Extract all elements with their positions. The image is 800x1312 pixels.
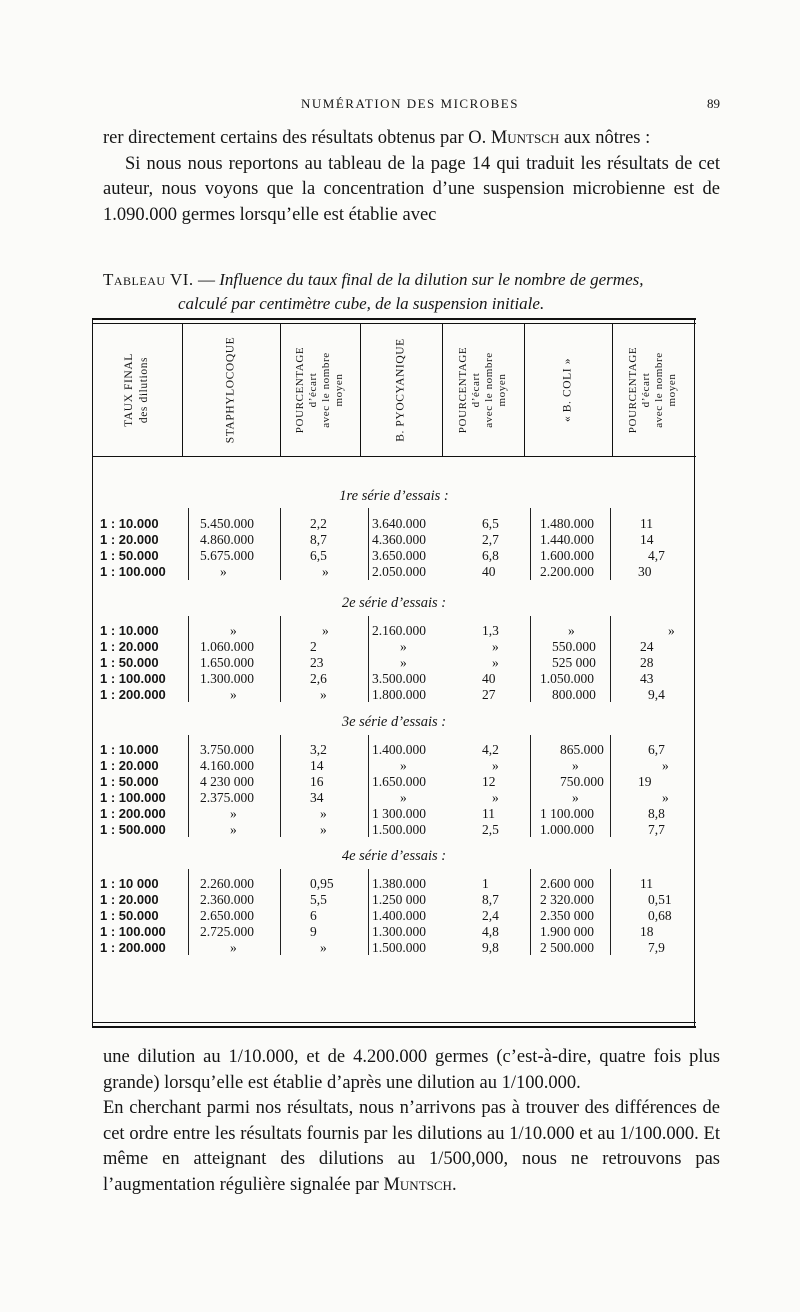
cell-staphylocoque: » bbox=[230, 806, 237, 821]
cell-coli: 1.600.000 bbox=[540, 548, 594, 563]
cell-pct-pyo: 4,2 bbox=[482, 742, 499, 757]
column-rule bbox=[188, 869, 189, 955]
cell-pct-pyo: » bbox=[492, 758, 499, 773]
cell-coli: 1.480.000 bbox=[540, 516, 594, 531]
cell-pct-staph: 3,2 bbox=[310, 742, 327, 757]
column-rule bbox=[368, 508, 369, 580]
cell-pct-coli: » bbox=[668, 623, 675, 638]
cell-dilution: 1 : 200.000 bbox=[100, 806, 166, 821]
caption-text-2: calculé par centimètre cube, de la suspension initiale. bbox=[178, 294, 545, 313]
cell-dilution: 1 : 100.000 bbox=[100, 564, 166, 579]
cell-pct-pyo: 2,7 bbox=[482, 532, 499, 547]
table-row bbox=[92, 774, 696, 789]
column-rule bbox=[530, 616, 531, 702]
table-rule bbox=[92, 318, 696, 320]
cell-coli: 1.000.000 bbox=[540, 822, 594, 837]
cell-coli: 2.600 000 bbox=[540, 876, 594, 891]
cell-dilution: 1 : 50.000 bbox=[100, 655, 159, 670]
series-label: 3e série d’essais : bbox=[341, 714, 447, 730]
cell-staphylocoque: » bbox=[230, 623, 237, 638]
cell-staphylocoque: » bbox=[230, 687, 237, 702]
running-head bbox=[100, 96, 720, 116]
cell-pct-pyo: 40 bbox=[482, 564, 496, 579]
cell-coli: » bbox=[572, 758, 579, 773]
cell-dilution: 1 : 50.000 bbox=[100, 774, 159, 789]
column-rule bbox=[610, 508, 611, 580]
table-rule bbox=[92, 1026, 696, 1028]
cell-coli: 865.000 bbox=[560, 742, 604, 757]
cell-staphylocoque: 2.375.000 bbox=[200, 790, 254, 805]
cell-staphylocoque: 2.650.000 bbox=[200, 908, 254, 923]
series-label: 1re série d’essais : bbox=[339, 488, 449, 504]
cell-staphylocoque: 5.675.000 bbox=[200, 548, 254, 563]
cell-pyocyanique: 1.650.000 bbox=[372, 774, 426, 789]
header-text: POURCENTAGE d’écart avec le nombre moyen bbox=[457, 346, 508, 433]
cell-pct-pyo: » bbox=[492, 790, 499, 805]
cell-dilution: 1 : 50.000 bbox=[100, 548, 159, 563]
cell-pct-staph: » bbox=[320, 822, 327, 837]
cell-pyocyanique: » bbox=[400, 655, 407, 670]
cell-pct-coli: 19 bbox=[638, 774, 652, 789]
table-row bbox=[92, 623, 696, 638]
column-rule bbox=[188, 735, 189, 837]
cell-coli: 2 500.000 bbox=[540, 940, 594, 955]
cell-pct-pyo: » bbox=[492, 639, 499, 654]
table-caption bbox=[103, 268, 723, 316]
cell-pct-coli: 14 bbox=[640, 532, 654, 547]
column-rule bbox=[610, 616, 611, 702]
cell-pct-staph: 5,5 bbox=[310, 892, 327, 907]
cell-pct-pyo: 1 bbox=[482, 876, 489, 891]
text-fragment: . bbox=[451, 1174, 457, 1195]
table-row bbox=[92, 548, 696, 563]
cell-coli: 2.200.000 bbox=[540, 564, 594, 579]
cell-pct-staph: 23 bbox=[310, 655, 324, 670]
cell-pct-coli: 24 bbox=[640, 639, 654, 654]
cell-pct-coli: 11 bbox=[640, 516, 653, 531]
column-rule bbox=[530, 869, 531, 955]
cell-pct-staph: 16 bbox=[310, 774, 324, 789]
cell-coli: » bbox=[568, 623, 575, 638]
cell-pyocyanique: 1.250 000 bbox=[372, 892, 426, 907]
cell-pct-pyo: 1,3 bbox=[482, 623, 499, 638]
header-coli bbox=[524, 323, 612, 456]
header-pourcentage-3 bbox=[612, 323, 694, 456]
cell-staphylocoque: 2.360.000 bbox=[200, 892, 254, 907]
cell-pct-coli: 4,7 bbox=[648, 548, 665, 563]
caption-text-1: Influence du taux final de la dilution sur le nombre de germes, bbox=[219, 270, 644, 289]
cell-pct-staph: 6,5 bbox=[310, 548, 327, 563]
cell-pct-staph: » bbox=[322, 623, 329, 638]
cell-staphylocoque: » bbox=[230, 822, 237, 837]
cell-pct-staph: 8,7 bbox=[310, 532, 327, 547]
header-pyocyanique bbox=[360, 323, 442, 456]
column-rule bbox=[280, 869, 281, 955]
cell-pct-staph: 0,95 bbox=[310, 876, 334, 891]
cell-pct-pyo: 2,4 bbox=[482, 908, 499, 923]
cell-pct-coli: 6,7 bbox=[648, 742, 665, 757]
cell-pct-coli: » bbox=[662, 790, 669, 805]
cell-dilution: 1 : 20.000 bbox=[100, 639, 159, 654]
column-rule bbox=[188, 508, 189, 580]
text-fragment: aux nôtres : bbox=[559, 128, 651, 148]
header-pourcentage-2 bbox=[442, 323, 524, 456]
cell-pct-coli: 43 bbox=[640, 671, 654, 686]
cell-pct-coli: 30 bbox=[638, 564, 652, 579]
text-fragment: rer directement certains des résultats obtenus par O. bbox=[103, 128, 491, 148]
cell-coli: » bbox=[572, 790, 579, 805]
paragraph-line-1: une dilution au 1/10.000, et de 4.200.000 germes (c’est-à-dire, quatre fois plus grande) lorsqu’elle est établie d’après une dilution au 1/100.000. bbox=[103, 1047, 720, 1093]
cell-pct-staph: 34 bbox=[310, 790, 324, 805]
column-rule bbox=[280, 616, 281, 702]
cell-staphylocoque: 2.260.000 bbox=[200, 876, 254, 891]
cell-pct-staph: 9 bbox=[310, 924, 317, 939]
cell-dilution: 1 : 100.000 bbox=[100, 790, 166, 805]
cell-dilution: 1 : 500.000 bbox=[100, 822, 166, 837]
cell-pyocyanique: 1.500.000 bbox=[372, 940, 426, 955]
column-rule bbox=[610, 735, 611, 837]
cell-pct-staph: » bbox=[320, 940, 327, 955]
cell-pct-pyo: 40 bbox=[482, 671, 496, 686]
cell-pyocyanique: » bbox=[400, 758, 407, 773]
header-text: STAPHYLOCOQUE bbox=[224, 336, 237, 443]
cell-dilution: 1 : 20.000 bbox=[100, 758, 159, 773]
cell-staphylocoque: » bbox=[230, 940, 237, 955]
cell-dilution: 1 : 20.000 bbox=[100, 892, 159, 907]
cell-dilution: 1 : 50.000 bbox=[100, 908, 159, 923]
cell-pct-staph: 2,2 bbox=[310, 516, 327, 531]
cell-staphylocoque: 1.060.000 bbox=[200, 639, 254, 654]
column-rule bbox=[368, 869, 369, 955]
cell-pct-pyo: 12 bbox=[482, 774, 496, 789]
cell-coli: 800.000 bbox=[552, 687, 596, 702]
body-paragraph-bottom bbox=[103, 1045, 720, 1198]
table-row bbox=[92, 564, 696, 579]
cell-pct-pyo: » bbox=[492, 655, 499, 670]
caption-dash: — bbox=[193, 270, 220, 289]
cell-pyocyanique: 1.400.000 bbox=[372, 908, 426, 923]
table-row bbox=[92, 790, 696, 805]
cell-pyocyanique: 2.160.000 bbox=[372, 623, 426, 638]
column-rule bbox=[610, 869, 611, 955]
cell-staphylocoque: 3.750.000 bbox=[200, 742, 254, 757]
body-paragraph-top bbox=[103, 126, 720, 228]
cell-pct-staph: 2 bbox=[310, 639, 317, 654]
cell-pct-staph: » bbox=[322, 564, 329, 579]
cell-coli: 550.000 bbox=[552, 639, 596, 654]
table-row bbox=[92, 908, 696, 923]
table-rule bbox=[92, 1022, 696, 1023]
cell-pct-pyo: 9,8 bbox=[482, 940, 499, 955]
cell-staphylocoque: 4 230 000 bbox=[200, 774, 254, 789]
cell-coli: 2 320.000 bbox=[540, 892, 594, 907]
cell-dilution: 1 : 10.000 bbox=[100, 516, 159, 531]
header-text: POURCENTAGE d’écart avec le nombre moyen bbox=[627, 346, 678, 433]
paragraph-line-2 bbox=[103, 1096, 720, 1198]
cell-pct-staph: » bbox=[320, 806, 327, 821]
cell-pyocyanique: 3.640.000 bbox=[372, 516, 426, 531]
cell-coli: 1.900 000 bbox=[540, 924, 594, 939]
cell-pct-coli: 0,51 bbox=[648, 892, 672, 907]
cell-pct-staph: 6 bbox=[310, 908, 317, 923]
table-row bbox=[92, 532, 696, 547]
table-row bbox=[92, 806, 696, 821]
cell-pct-pyo: 4,8 bbox=[482, 924, 499, 939]
series-label: 2e série d’essais : bbox=[341, 595, 447, 611]
cell-pyocyanique: 4.360.000 bbox=[372, 532, 426, 547]
table-row bbox=[92, 655, 696, 670]
cell-dilution: 1 : 200.000 bbox=[100, 940, 166, 955]
cell-pyocyanique: 3.500.000 bbox=[372, 671, 426, 686]
column-rule bbox=[368, 616, 369, 702]
cell-pyocyanique: 1.400.000 bbox=[372, 742, 426, 757]
cell-pct-coli: 8,8 bbox=[648, 806, 665, 821]
cell-pct-coli: 11 bbox=[640, 876, 653, 891]
cell-pct-staph: » bbox=[320, 687, 327, 702]
text-fragment: En cherchant parmi nos résultats, nous n’arrivons pas à trouver des différences de cet ordre entre les résultats fournis par les dilutions au 1/10.000 et au 1/100.000. Et même en atteignant des dilutions au 1/500,000, nous ne retrouvons pas l’augmentation régulière signalée par bbox=[103, 1098, 720, 1195]
table-row bbox=[92, 639, 696, 654]
cell-pct-staph: 2,6 bbox=[310, 671, 327, 686]
table-row bbox=[92, 892, 696, 907]
header-text: « B. COLI » bbox=[561, 357, 574, 422]
cell-coli: 1.440.000 bbox=[540, 532, 594, 547]
column-rule bbox=[188, 616, 189, 702]
cell-pyocyanique: 1.300.000 bbox=[372, 924, 426, 939]
column-rule bbox=[530, 735, 531, 837]
cell-pct-coli: 18 bbox=[640, 924, 654, 939]
cell-pyocyanique: 1 300.000 bbox=[372, 806, 426, 821]
cell-dilution: 1 : 10.000 bbox=[100, 623, 159, 638]
cell-dilution: 1 : 100.000 bbox=[100, 924, 166, 939]
column-rule bbox=[280, 508, 281, 580]
cell-coli: 525 000 bbox=[552, 655, 596, 670]
table-row bbox=[92, 822, 696, 837]
header-pourcentage-1 bbox=[280, 323, 360, 456]
table-row bbox=[92, 758, 696, 773]
cell-staphylocoque: 2.725.000 bbox=[200, 924, 254, 939]
table-row bbox=[92, 940, 696, 955]
paragraph-line-1 bbox=[103, 126, 720, 152]
table-row bbox=[92, 742, 696, 757]
table-row bbox=[92, 687, 696, 702]
cell-pyocyanique: » bbox=[400, 639, 407, 654]
cell-staphylocoque: » bbox=[220, 564, 227, 579]
cell-pct-pyo: 8,7 bbox=[482, 892, 499, 907]
cell-staphylocoque: 1.300.000 bbox=[200, 671, 254, 686]
table-rule bbox=[92, 456, 696, 457]
cell-pct-coli: 0,68 bbox=[648, 908, 672, 923]
column-rule bbox=[280, 735, 281, 837]
cell-pct-staph: 14 bbox=[310, 758, 324, 773]
cell-staphylocoque: 1.650.000 bbox=[200, 655, 254, 670]
cell-dilution: 1 : 200.000 bbox=[100, 687, 166, 702]
cell-dilution: 1 : 10 000 bbox=[100, 876, 159, 891]
header-text: B. PYOCYANIQUE bbox=[394, 337, 407, 442]
cell-pct-pyo: 11 bbox=[482, 806, 495, 821]
cell-coli: 750.000 bbox=[560, 774, 604, 789]
column-rule bbox=[530, 508, 531, 580]
page-number: 89 bbox=[707, 96, 720, 111]
cell-pyocyanique: 1.500.000 bbox=[372, 822, 426, 837]
running-title: NUMÉRATION DES MICROBES bbox=[301, 96, 519, 111]
cell-pyocyanique: 2.050.000 bbox=[372, 564, 426, 579]
cell-pyocyanique: 1.800.000 bbox=[372, 687, 426, 702]
series-label: 4e série d’essais : bbox=[341, 848, 447, 864]
caption-label: Tableau VI. bbox=[103, 270, 194, 289]
header-text: POURCENTAGE d’écart avec le nombre moyen bbox=[294, 346, 345, 433]
cell-pct-coli: 7,7 bbox=[648, 822, 665, 837]
cell-staphylocoque: 4.860.000 bbox=[200, 532, 254, 547]
cell-pct-pyo: 2,5 bbox=[482, 822, 499, 837]
cell-dilution: 1 : 10.000 bbox=[100, 742, 159, 757]
cell-pct-pyo: 27 bbox=[482, 687, 496, 702]
table-row bbox=[92, 516, 696, 531]
cell-pct-coli: » bbox=[662, 758, 669, 773]
column-rule bbox=[368, 735, 369, 837]
cell-dilution: 1 : 20.000 bbox=[100, 532, 159, 547]
cell-pct-coli: 9,4 bbox=[648, 687, 665, 702]
table-row bbox=[92, 924, 696, 939]
cell-staphylocoque: 4.160.000 bbox=[200, 758, 254, 773]
cell-dilution: 1 : 100.000 bbox=[100, 671, 166, 686]
cell-pct-pyo: 6,8 bbox=[482, 548, 499, 563]
cell-pct-coli: 28 bbox=[640, 655, 654, 670]
cell-pyocyanique: 1.380.000 bbox=[372, 876, 426, 891]
cell-pct-coli: 7,9 bbox=[648, 940, 665, 955]
cell-pyocyanique: 3.650.000 bbox=[372, 548, 426, 563]
cell-pyocyanique: » bbox=[400, 790, 407, 805]
cell-coli: 1 100.000 bbox=[540, 806, 594, 821]
cell-coli: 2.350 000 bbox=[540, 908, 594, 923]
cell-coli: 1.050.000 bbox=[540, 671, 594, 686]
header-taux-final bbox=[92, 323, 182, 456]
header-staphylocoque bbox=[182, 323, 280, 456]
table-row bbox=[92, 876, 696, 891]
table-row bbox=[92, 671, 696, 686]
author-name: Muntsch bbox=[383, 1174, 452, 1195]
cell-staphylocoque: 5.450.000 bbox=[200, 516, 254, 531]
header-text: TAUX FINAL des dilutions bbox=[123, 352, 150, 427]
paragraph-line-2: Si nous nous reportons au tableau de la page 14 qui traduit les résultats de cet auteur, nous voyons que la concentration d’une suspension microbienne est de 1.090.000 germes lorsqu’elle est établie avec bbox=[103, 153, 720, 225]
author-name: Muntsch bbox=[490, 128, 560, 148]
cell-pct-pyo: 6,5 bbox=[482, 516, 499, 531]
